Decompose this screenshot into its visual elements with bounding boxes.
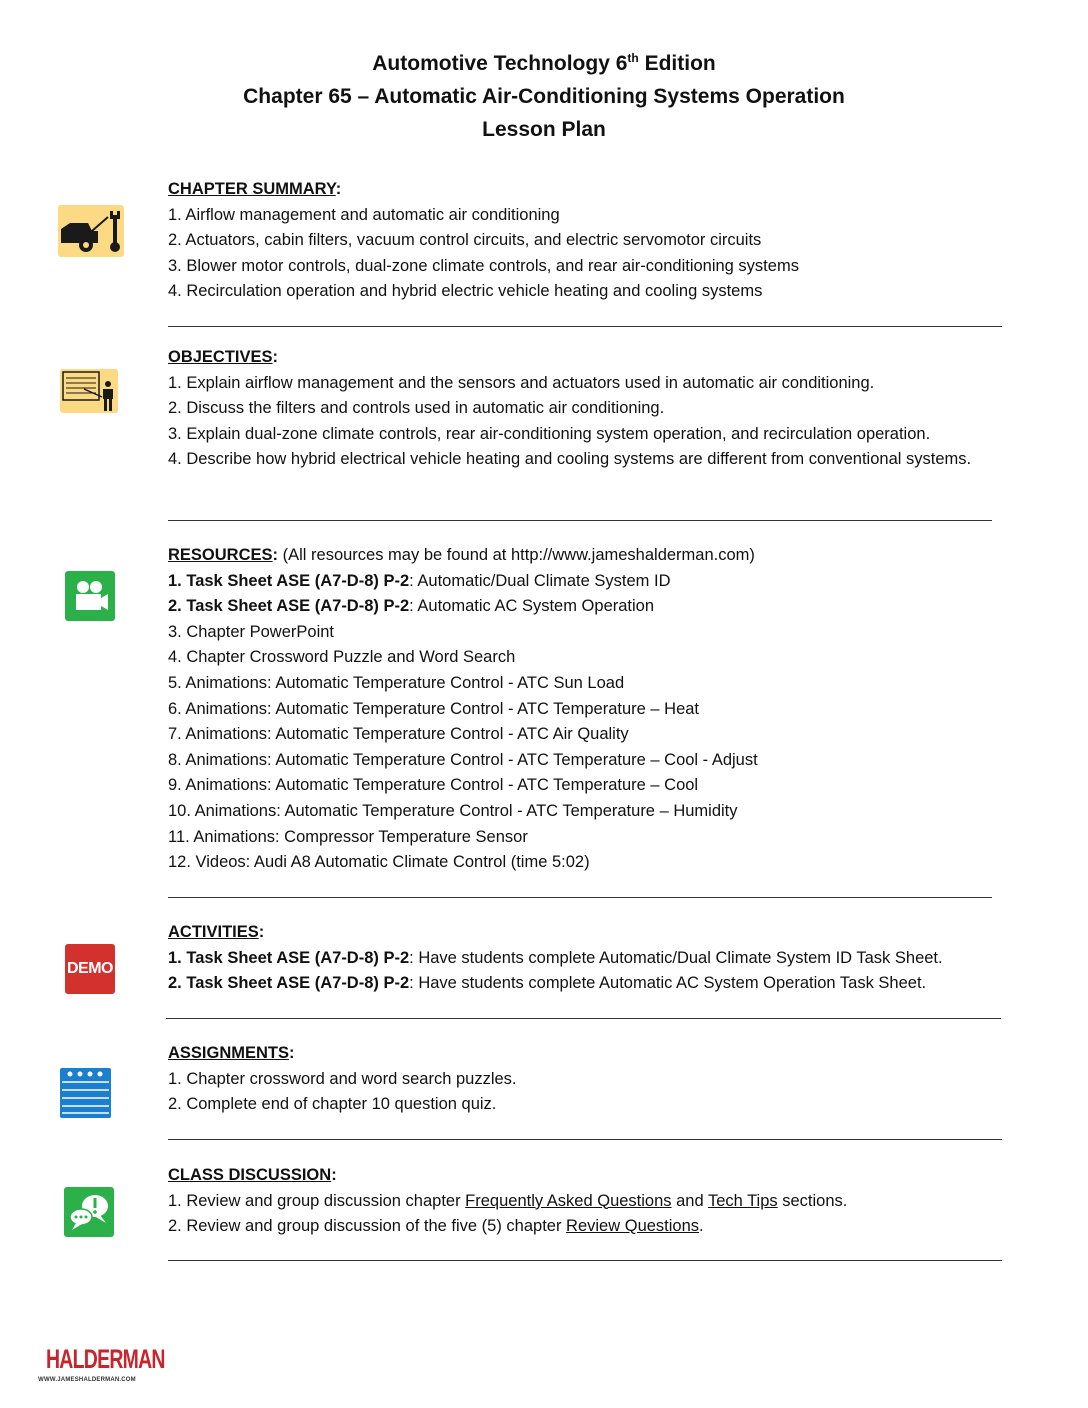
tech-tips-link[interactable]: Tech Tips xyxy=(707,1191,778,1210)
halderman-logo: HALDERMAN WWW.JAMESHALDERMAN.COM xyxy=(38,1344,165,1383)
divider xyxy=(168,1260,1002,1261)
resources-section: RESOURCES: (All resources may be found at http://www.jameshalderman.com) 1. Task Sheet ASE (A7-D-8) P-2: Automatic/Dual Climate System ID 2. Task Sheet ASE (A7-D-8) P-2: Automatic AC System Operation 3. Chapter PowerPoint 4. Chapter Crossword Puzzle and Word Search 5. Animations: Automatic Temperature Control - ATC Sun Load 6. Animations: Automatic Temperature Control - ATC Temperature – Heat 7. Animations: Automatic Temperature Control - ATC Air Quality 8. Animations: Automatic Temperature Control - ATC Temperature – Cool - Adjust 9. Animations: Automatic Temperature Control - ATC Temperature – Cool 10. Animations: Automatic Temperature Control - ATC Temperature – Humidity 11. Animations: Compressor Temperature Sensor 12. Videos: Audi A8 Automatic Climate Control (time 5:02) xyxy=(168,546,758,872)
objectives-section: OBJECTIVES: 1. Explain airflow management and the sensors and actuators used in automatic air conditioning. 2. Discuss the filters and controls used in automatic air conditioning. 3. Explain dual-zone climate controls, rear air-conditioning system operation, and recirculation operation. 4. Describe how hybrid electrical vehicle heating and cooling systems are different from conventional systems. xyxy=(168,348,972,469)
divider xyxy=(168,897,992,898)
divider xyxy=(168,326,1002,327)
document-title: Automotive Technology 6th Edition Chapter 65 – Automatic Air-Conditioning Systems Operation Lesson Plan xyxy=(243,51,845,141)
review-questions-link[interactable]: Review Questions xyxy=(566,1217,700,1236)
divider xyxy=(168,520,992,521)
car-repair-icon xyxy=(58,205,124,257)
discussion-bubble-icon xyxy=(64,1187,114,1237)
assignments-section: ASSIGNMENTS: 1. Chapter crossword and word search puzzles. 2. Complete end of chapter 10 question quiz. xyxy=(168,1044,517,1114)
divider xyxy=(166,1018,1001,1019)
video-camera-icon xyxy=(65,571,115,621)
demo-icon: DEMO xyxy=(65,944,115,994)
chapter-summary-section: CHAPTER SUMMARY: 1. Airflow management and automatic air conditioning 2. Actuators, cabin filters, vacuum control circuits, and electric servomotor circuits 3. Blower motor controls, dual-zone climate controls, and rear air-conditioning systems 4. Recirculation operation and hybrid electric vehicle heating and cooling systems xyxy=(168,180,799,301)
class-discussion-section: CLASS DISCUSSION: 1. Review and group discussion chapter Frequently Asked Questions and Tech Tips sections. 2. Review and group discussion of the five (5) chapter Review Questions. xyxy=(168,1166,848,1236)
presentation-icon xyxy=(60,369,118,413)
divider xyxy=(168,1139,1002,1140)
faq-link[interactable]: Frequently Asked Questions xyxy=(465,1191,672,1210)
notepad-icon xyxy=(60,1068,111,1118)
activities-section: ACTIVITIES: 1. Task Sheet ASE (A7-D-8) P-2: Have students complete Automatic/Dual Climate System ID Task Sheet. 2. Task Sheet ASE (A7-D-8) P-2: Have students complete Automatic AC System Operation Task Sheet. xyxy=(168,923,943,993)
